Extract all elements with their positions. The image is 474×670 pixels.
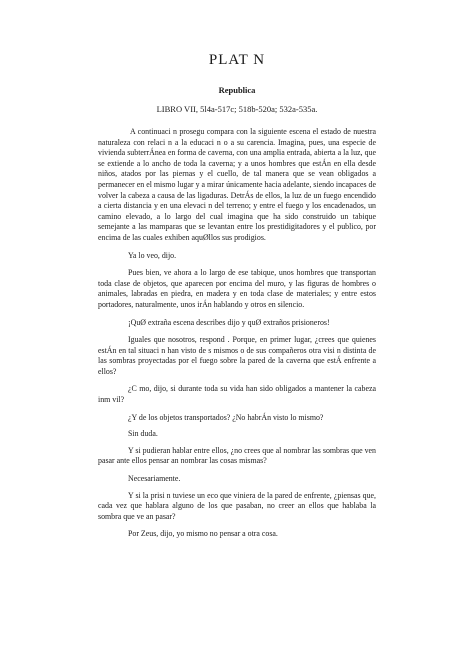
paragraph: Necesariamente. — [128, 474, 181, 484]
paragraph: Pues bien, ve ahora a lo largo de ese tabique, unos hombres que transportan toda clase de objetos, que aparecen por encima del muro, y las figuras de hombres o animales, labradas en piedra, en madera y en toda clase de materiales; y entre estos portadores, naturalmente, unos irÁn hablando y otros en silencio. — [98, 268, 376, 309]
book-reference: LIBRO VII, 5l4a-517c; 518b-520a; 532a-535a. — [156, 104, 318, 114]
paragraph: Sin duda. — [128, 429, 158, 439]
paragraph: Ya lo veo, dijo. — [128, 250, 177, 260]
author-heading: PLAT N — [208, 52, 266, 68]
paragraph: Iguales que nosotros, respond . Porque, en primer lugar, ¿crees que quienes estÁn en tal situaci n han visto de s mismos o de sus compañeros otra visi n distinta de las sombras proyectadas por el fuego sobre la pared de la caverna que estÁ enfrente a ellos? — [98, 335, 376, 376]
paragraph: ¿Y de los objetos transportados? ¿No habrÁn visto lo mismo? — [128, 412, 324, 422]
paragraph: ¿C mo, dijo, si durante toda su vida han sido obligados a mantener la cabeza inm vil? — [98, 384, 376, 405]
paragraph: Por Zeus, dijo, yo mismo no pensar a otra cosa. — [128, 529, 278, 539]
paragraph: Y si pudieran hablar entre ellos, ¿no crees que al nombrar las sombras que ven pasar ante ellos pensar an nombrar las cosas mismas? — [98, 445, 376, 466]
paragraph: ¡QuØ extraña escena describes dijo y quØ extraños prisioneros! — [128, 317, 330, 327]
paragraph: A continuaci n prosegu compara con la siguiente escena el estado de nuestra naturaleza con relaci n a la educaci n o a su carencia. Imagina, pues, una especie de vivienda subterrÁnea en forma de caverna, con una amplia entrada, abierta a la luz, que se extiende a lo ancho de toda la caverna; y a unos hombres que estÁn en ella desde niños, atados por las piernas y el cuello, de tal manera que se vean obligados a permanecer en el mismo lugar y a mirar únicamente hacia adelante, siendo incapaces de volver la cabeza a causa de las ligaduras. DetrÁs de ellos, la luz de un fuego encendido a cierta distancia y en una elevaci n del terreno; y entre el fuego y los encadenados, un camino elevado, a lo largo del cual imagina que ha sido construido un tabique semejante a las mamparas que se levantan entre los prestidigitadores y el publico, por encima de las cuales exhiben aquØllos sus prodigios. — [98, 127, 376, 242]
paragraph: Y si la prisi n tuviese un eco que viniera de la pared de enfrente, ¿piensas que, cada vez que hablara alguno de los que pasaban, no creer an ellos que hablaba la sombra que ve an pasar? — [98, 490, 376, 521]
body-text — [98, 127, 376, 547]
work-title: Republica — [218, 85, 256, 95]
